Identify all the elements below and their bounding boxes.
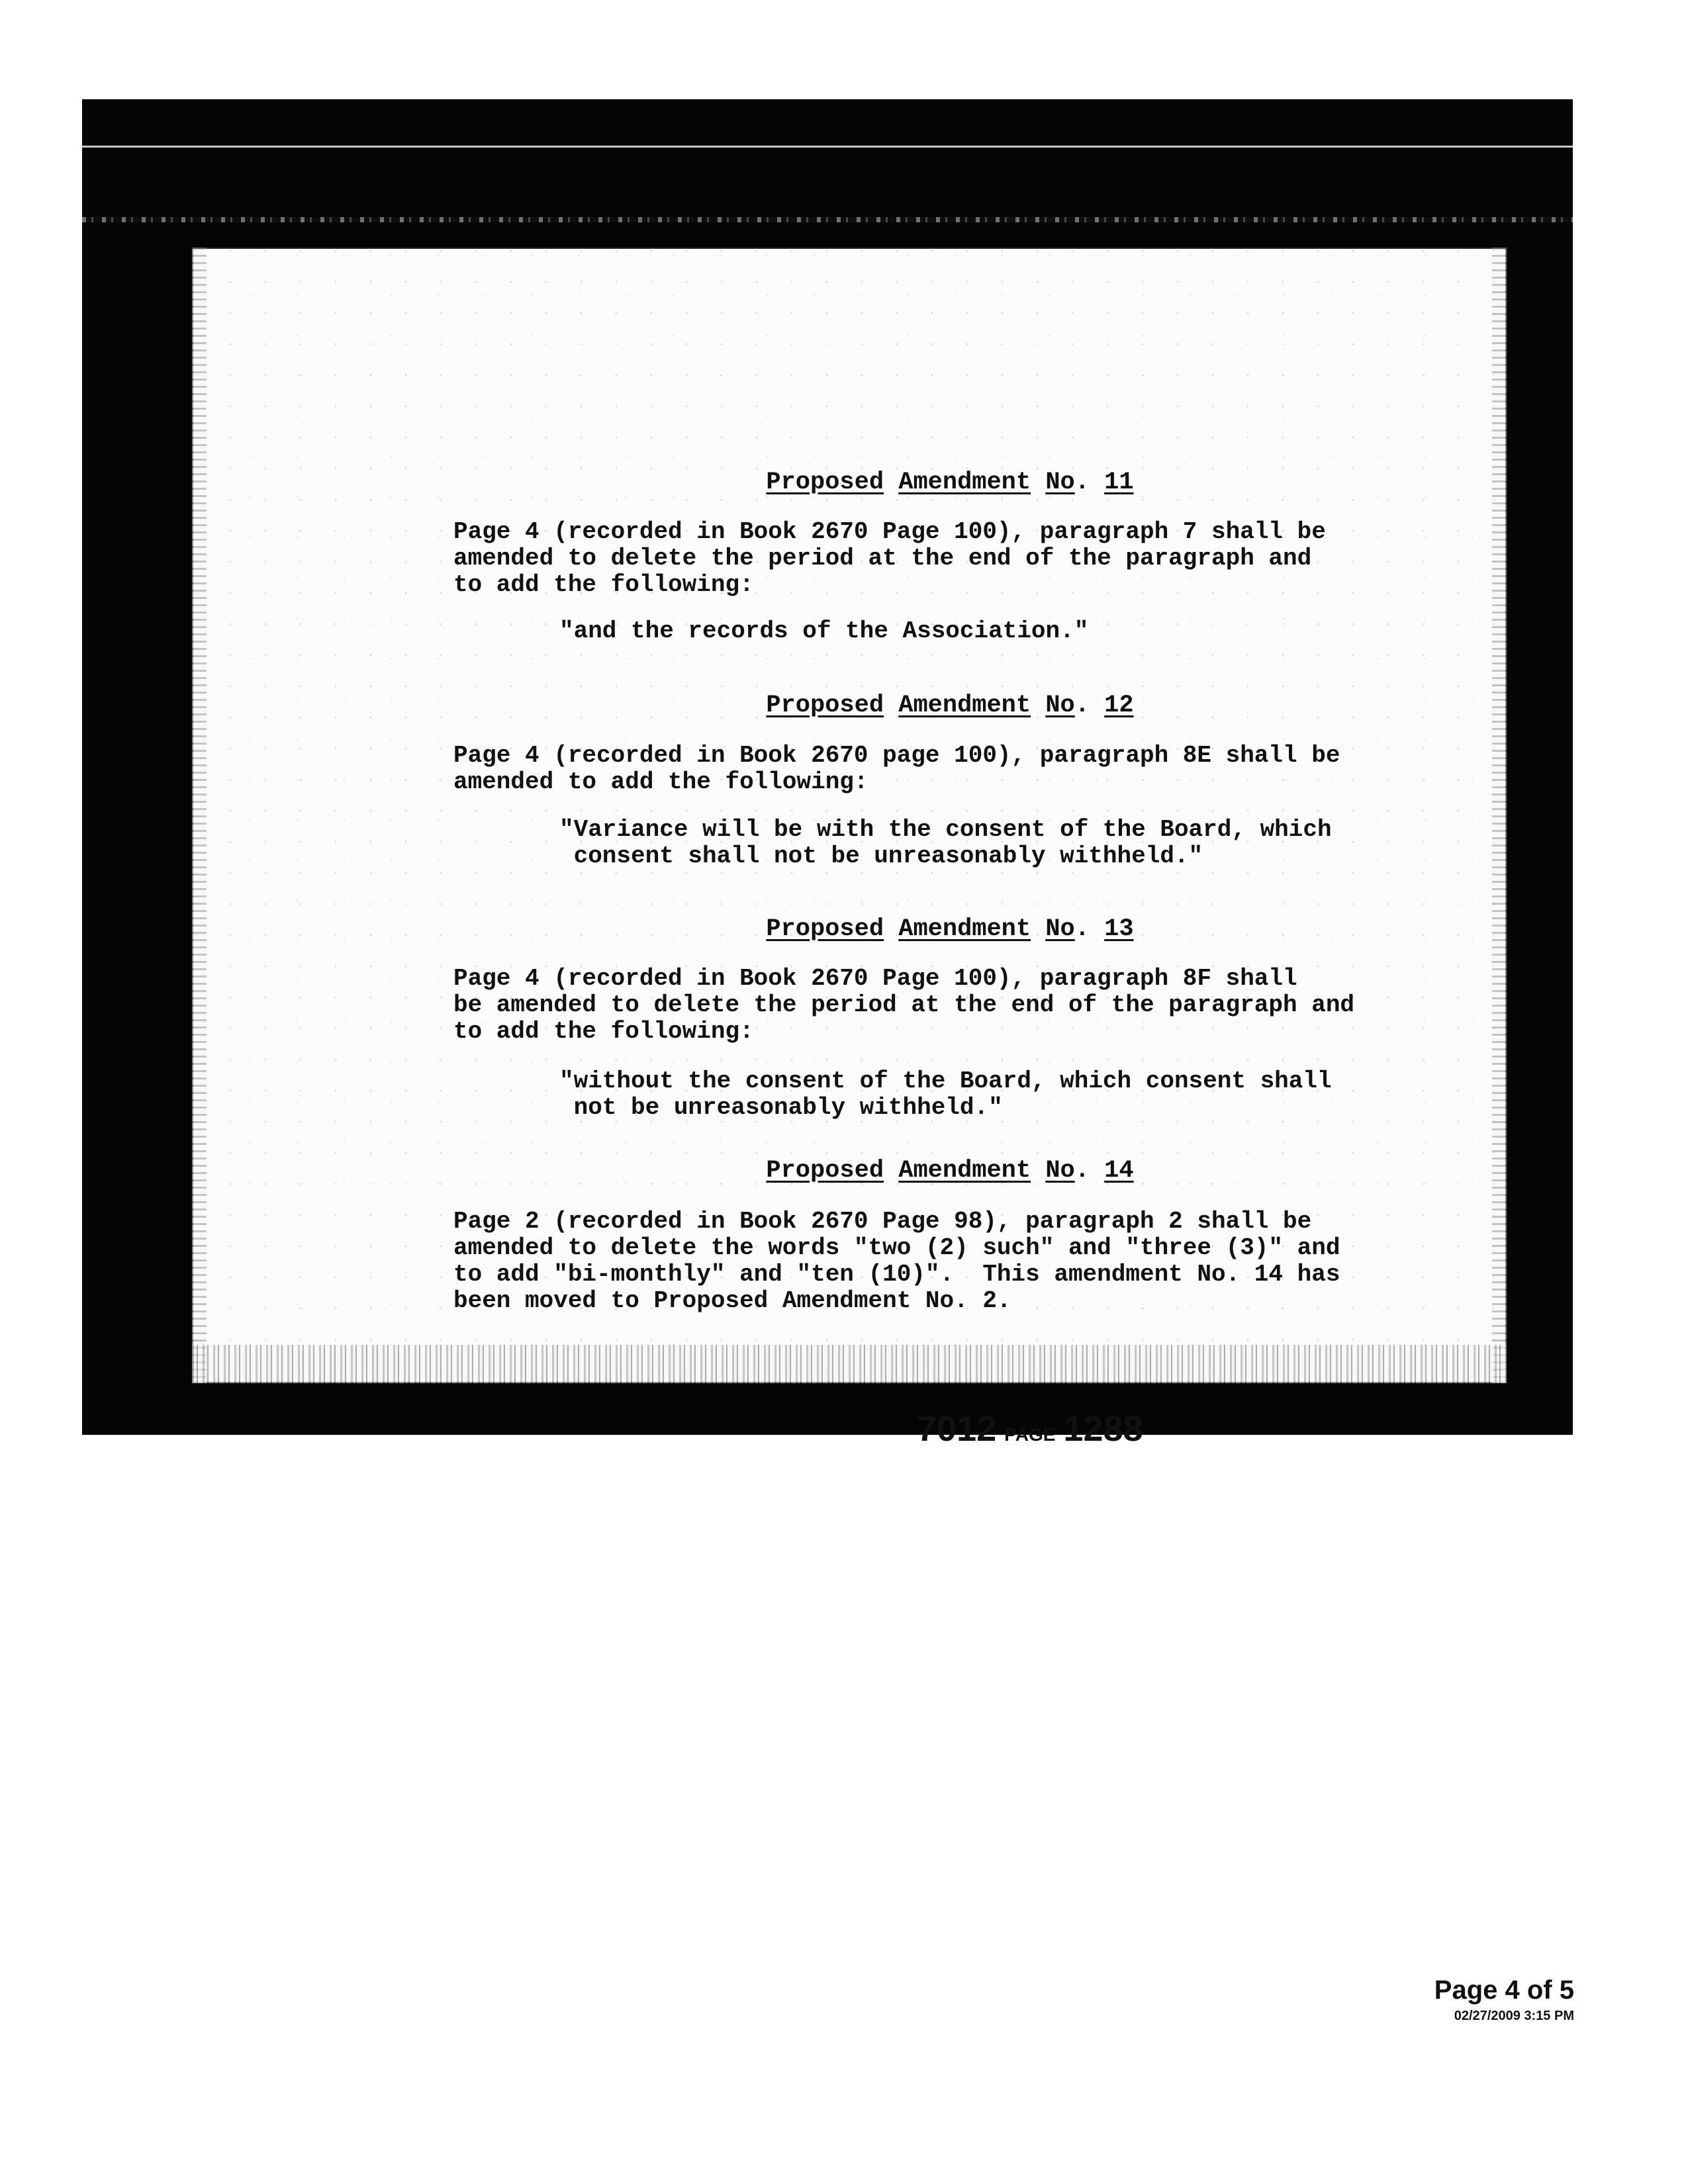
heading-number: 13 <box>1104 915 1134 943</box>
heading-no: No <box>1045 692 1075 719</box>
heading-number: 11 <box>1104 469 1134 496</box>
heading-word: Proposed <box>766 692 884 719</box>
heading-no: No <box>1045 915 1075 943</box>
heading-word: Amendment <box>898 915 1031 943</box>
heading-no: No <box>1045 469 1075 496</box>
scan-rule <box>82 146 1573 148</box>
amendment-heading <box>453 916 1446 942</box>
heading-dot: . <box>1074 469 1090 496</box>
amendment-paragraph: Page 4 (recorded in Book 2670 page 100), paragraph 8E shall be amended to add the following: <box>453 742 1340 796</box>
amendment-paragraph: Page 4 (recorded in Book 2670 Page 100), paragraph 7 shall be amended to delete the period at the end of the paragraph and to add the following: <box>453 518 1326 598</box>
paper-left-edge <box>192 248 207 1383</box>
amendment-heading <box>453 469 1446 496</box>
document-paper <box>192 248 1507 1449</box>
stamp-label: PAGE <box>1004 1424 1056 1445</box>
amendment-heading <box>453 1158 1446 1184</box>
heading-no: No <box>1045 1157 1075 1185</box>
amendment-quote: "and the records of the Association." <box>559 617 1089 645</box>
heading-word: Amendment <box>898 469 1031 496</box>
amendment-quote: "Variance will be with the consent of the Board, which consent shall not be unreasonably withheld." <box>559 816 1332 870</box>
page-indicator: Page 4 of 5 <box>1434 1976 1574 2005</box>
heading-word: Amendment <box>898 1157 1031 1185</box>
print-timestamp: 02/27/2009 3:15 PM <box>1454 2009 1574 2023</box>
amendment-paragraph: Page 4 (recorded in Book 2670 Page 100), paragraph 8F shall be amended to delete the period at the end of the paragraph and to add the following: <box>453 965 1355 1045</box>
heading-number: 12 <box>1104 692 1134 719</box>
amendment-paragraph: Page 2 (recorded in Book 2670 Page 98), paragraph 2 shall be amended to delete the words "two (2) such" and "three (3)" and to add "bi-monthly" and "ten (10)". This amendment No. 14 has been moved to Proposed Amendment No. 2. <box>453 1208 1340 1314</box>
heading-number: 14 <box>1104 1157 1134 1185</box>
heading-dot: . <box>1074 1157 1090 1185</box>
paper-right-edge <box>1492 248 1507 1383</box>
scan-noise-band <box>82 217 1573 222</box>
stamp-page-number: 1288 <box>1063 1409 1143 1449</box>
heading-dot: . <box>1074 692 1090 719</box>
recording-stamp <box>917 1409 1143 1449</box>
scanned-page-frame <box>82 99 1573 1449</box>
amendment-heading <box>453 692 1446 719</box>
heading-dot: . <box>1074 915 1090 943</box>
heading-word: Proposed <box>766 1157 884 1185</box>
heading-word: Proposed <box>766 469 884 496</box>
heading-word: Proposed <box>766 915 884 943</box>
amendment-quote: "without the consent of the Board, which consent shall not be unreasonably withheld." <box>559 1068 1332 1121</box>
heading-word: Amendment <box>898 692 1031 719</box>
stamp-book-number: 7012 <box>917 1409 997 1449</box>
paper-bottom-edge <box>192 1345 1507 1383</box>
